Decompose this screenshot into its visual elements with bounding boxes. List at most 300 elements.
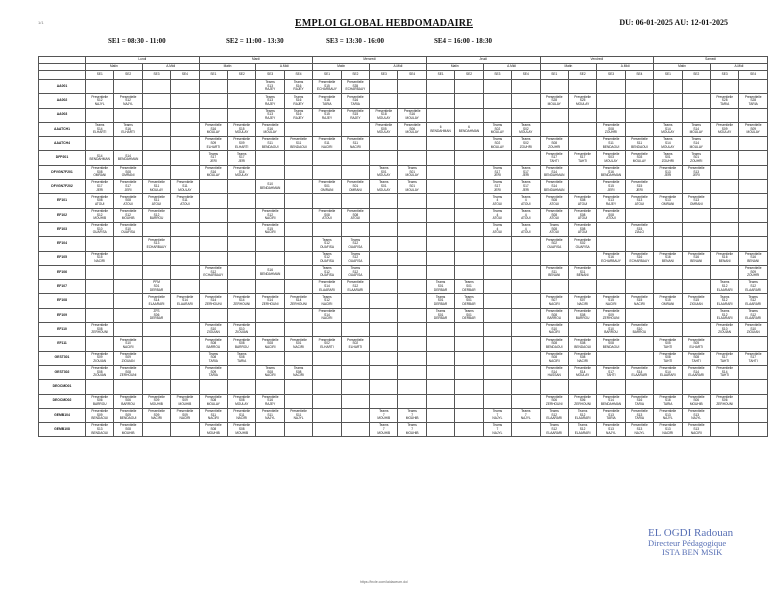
cell-trainer: JERI: [635, 187, 643, 192]
cell-trainer: NACIRI: [264, 216, 276, 221]
cell-mode: Presentielle: [261, 409, 279, 414]
cell-group: S09: [608, 312, 614, 317]
cell-group: 4: [524, 226, 527, 231]
cell-mode: Teams: [350, 237, 361, 242]
schedule-cell: [568, 265, 596, 279]
day-header-vendredi: Vendredi: [540, 57, 654, 64]
cell-trainer: OMRANI: [93, 173, 107, 178]
cell-trainer: MOULAY: [263, 130, 277, 135]
schedule-cell: [654, 265, 682, 279]
cell-group: S08: [551, 198, 558, 203]
schedule-cell: [568, 194, 596, 208]
schedule-cell: [682, 237, 710, 251]
cell-group: S08: [693, 355, 700, 360]
cell-group: S08: [551, 312, 558, 317]
page-title: EMPLOI GLOBAL HEBDOMADAIRE: [295, 18, 473, 29]
schedule-cell: [483, 251, 511, 265]
cell-trainer: NACIRI: [548, 301, 560, 306]
schedule-cell: [256, 308, 284, 322]
cell-group: S07: [579, 298, 586, 303]
schedule-cell: [512, 365, 540, 379]
schedule-cell: [86, 408, 114, 422]
schedule-cell: [654, 80, 682, 94]
schedule-cell: [682, 380, 710, 394]
cell-mode: Presentielle: [631, 394, 648, 399]
schedule-cell: [86, 265, 114, 279]
schedule-cell: [455, 194, 483, 208]
schedule-cell: [370, 237, 398, 251]
schedule-cell: [455, 222, 483, 236]
schedule-cell: [654, 237, 682, 251]
schedule-cell: [313, 351, 341, 365]
cell-mode: Teams: [322, 237, 332, 242]
schedule-cell: [682, 94, 710, 108]
cell-trainer: RAJEY: [265, 401, 276, 406]
slot-header-row: [39, 71, 768, 80]
schedule-cell: [739, 380, 768, 394]
slot-header-se1: SE1: [540, 71, 568, 80]
schedule-cell: [710, 108, 738, 122]
cell-trainer: DERBAR: [462, 316, 476, 321]
cell-mode: Teams: [265, 366, 275, 371]
cell-group: S08: [96, 198, 103, 203]
cell-trainer: NACIRI: [293, 344, 304, 349]
schedule-cell: [739, 237, 768, 251]
schedule-cell: [86, 122, 114, 136]
schedule-cell: [739, 394, 768, 408]
slot-header-se3: SE3: [256, 71, 284, 80]
cell-trainer: MOUHIB: [377, 416, 391, 421]
cell-trainer: OUAFISA: [348, 273, 363, 278]
schedule-cell: [739, 408, 768, 422]
table-row: [39, 323, 768, 337]
schedule-cell: [228, 208, 256, 222]
cell-group: S16: [636, 398, 643, 403]
cell-group: S12: [324, 255, 330, 260]
schedule-cell: [142, 108, 170, 122]
schedule-cell: [483, 337, 511, 351]
cell-group: S08: [125, 369, 131, 374]
cell-mode: Teams: [350, 266, 361, 271]
half-header-matin: Matin: [313, 64, 370, 71]
schedule-cell: [426, 122, 454, 136]
schedule-cell: [540, 380, 568, 394]
cell-mode: Presentielle: [574, 337, 591, 342]
schedule-cell: [654, 351, 682, 365]
cell-trainer: NACIRI: [321, 301, 333, 306]
schedule-cell: [455, 251, 483, 265]
cell-group: S16: [352, 98, 359, 103]
schedule-cell: [370, 408, 398, 422]
cell-mode: Teams: [521, 409, 531, 414]
cell-trainer: ELAARARI: [716, 316, 733, 321]
cell-trainer: MOULAY: [235, 401, 249, 406]
schedule-cell: [341, 380, 369, 394]
cell-group: S08: [210, 398, 217, 403]
cell-trainer: BENDAHMAN: [600, 401, 622, 406]
cell-trainer: OUAFISA: [348, 244, 363, 249]
cell-group: S13: [664, 169, 671, 174]
cell-group: S06: [551, 398, 558, 403]
cell-group: S02: [522, 141, 529, 146]
schedule-cell: [739, 351, 768, 365]
cell-mode: Presentielle: [318, 80, 336, 85]
schedule-cell: [654, 251, 682, 265]
cell-trainer: DERBAR: [462, 301, 476, 306]
cell-mode: Presentielle: [119, 94, 137, 99]
cell-trainer: TARIA: [208, 359, 218, 364]
schedule-cell: [426, 237, 454, 251]
stamp-name: EL OGDI Radouan: [648, 527, 734, 539]
schedule-cell: [284, 408, 312, 422]
schedule-cell: [597, 237, 625, 251]
room-label: EF108: [39, 294, 86, 308]
schedule-cell: [455, 237, 483, 251]
cell-trainer: BENDAHMAN: [430, 128, 451, 133]
schedule-cell: [86, 237, 114, 251]
cell-trainer: MOUHIB: [150, 401, 163, 406]
cell-trainer: ELHARTI: [689, 344, 703, 349]
cell-mode: Presentielle: [659, 351, 677, 356]
cell-trainer: ZIOUIAN: [689, 301, 703, 306]
schedule-cell: [483, 394, 511, 408]
cell-trainer: OUAFISA: [348, 259, 363, 263]
schedule-cell: [654, 122, 682, 136]
room-label: DFVGN7F201: [39, 165, 86, 179]
table-row: [39, 208, 768, 222]
cell-trainer: DERBAR: [433, 301, 448, 306]
schedule-cell: [597, 122, 625, 136]
cell-trainer: ATOUI: [549, 230, 559, 235]
cell-trainer: ZIOUIAN: [121, 359, 135, 364]
cell-trainer: RAJEY: [265, 101, 276, 106]
schedule-cell: [512, 394, 540, 408]
schedule-cell: [199, 280, 227, 294]
cell-trainer: TARIA: [663, 401, 673, 406]
day-header-mardi: Mardi: [199, 57, 313, 64]
cell-group: S15: [636, 226, 643, 231]
cell-mode: Teams: [549, 423, 559, 428]
cell-trainer: DERBAR: [149, 287, 164, 292]
cell-mode: Presentielle: [403, 123, 421, 128]
cell-trainer: MOUHIB: [121, 216, 135, 221]
schedule-cell: [654, 180, 682, 194]
cell-mode: Teams: [719, 309, 730, 313]
cell-group: S11: [579, 269, 586, 274]
schedule-cell: [86, 394, 114, 408]
cell-trainer: ATOUI: [492, 230, 503, 235]
schedule-table: [38, 56, 768, 437]
schedule-cell: [199, 323, 227, 337]
cell-group: S08: [579, 312, 586, 317]
schedule-cell: [512, 180, 540, 194]
cell-trainer: ZIOUIAN: [206, 330, 220, 335]
cell-group: S14: [238, 298, 245, 303]
schedule-cell: [341, 408, 369, 422]
schedule-cell: [682, 323, 710, 337]
schedule-cell: [455, 137, 483, 151]
cell-trainer: TARIA: [720, 101, 730, 106]
cell-mode: Presentielle: [687, 366, 705, 371]
schedule-cell: [682, 294, 710, 308]
schedule-cell: [483, 265, 511, 279]
cell-trainer: ELAARARI: [745, 301, 762, 306]
cell-mode: Presentielle: [545, 180, 563, 185]
cell-mode: Teams: [492, 194, 503, 199]
schedule-cell: [228, 408, 256, 422]
schedule-cell: [512, 294, 540, 308]
cell-mode: S14: [96, 153, 103, 158]
cell-trainer: OUAFISA: [319, 259, 334, 263]
cell-mode: Presentielle: [119, 166, 137, 171]
cell-trainer: ZERHOUNI: [602, 316, 620, 321]
schedule-cell: [739, 308, 768, 322]
cell-mode: Presentielle: [261, 208, 279, 213]
cell-group: S12: [352, 269, 359, 274]
cell-trainer: MOULAY: [377, 173, 391, 178]
schedule-cell: [370, 251, 398, 265]
schedule-cell: [284, 308, 312, 322]
cell-trainer: ELAARARI: [574, 416, 591, 421]
cell-trainer: TARIA: [748, 101, 758, 106]
schedule-cell: [86, 80, 114, 94]
schedule-cell: [142, 308, 170, 322]
cell-trainer: JERI: [238, 158, 246, 163]
cell-group: S13: [267, 98, 273, 103]
schedule-cell: [540, 94, 568, 108]
cell-group: S16: [750, 255, 756, 260]
schedule-cell: [739, 137, 768, 151]
cell-mode: Presentielle: [631, 409, 648, 414]
schedule-cell: [142, 80, 170, 94]
schedule-cell: [483, 294, 511, 308]
cell-mode: Teams: [521, 194, 531, 199]
cell-mode: PFM: [153, 280, 160, 285]
cell-trainer: NACIRI: [321, 316, 333, 321]
schedule-cell: [426, 80, 454, 94]
schedule-cell: [654, 337, 682, 351]
cell-mode: Teams: [464, 309, 474, 313]
cell-trainer: OUAFISA: [319, 244, 334, 249]
schedule-cell: [512, 222, 540, 236]
cell-trainer: ELAARARI: [347, 287, 364, 292]
cell-trainer: ELAARARI: [688, 373, 705, 378]
table-row: [39, 265, 768, 279]
schedule-cell: [86, 308, 114, 322]
cell-mode: Presentielle: [574, 351, 591, 356]
cell-group: S13: [96, 426, 103, 431]
schedule-cell: [568, 294, 596, 308]
schedule-cell: [398, 323, 426, 337]
schedule-cell: [228, 180, 256, 194]
cell-mode: Presentielle: [261, 123, 279, 128]
cell-group: S15: [324, 112, 330, 117]
schedule-cell: [540, 280, 568, 294]
cell-trainer: NACIRI: [179, 416, 191, 421]
schedule-cell: [370, 337, 398, 351]
cell-group: S17: [750, 355, 756, 360]
schedule-cell: [114, 122, 142, 136]
schedule-cell: [228, 80, 256, 94]
cell-group: S13: [153, 241, 160, 246]
schedule-cell: [654, 323, 682, 337]
schedule-cell: [313, 94, 341, 108]
slot-header-se2: SE2: [114, 71, 142, 80]
cell-mode: Presentielle: [119, 194, 137, 199]
schedule-cell: [228, 265, 256, 279]
schedule-cell: [512, 137, 540, 151]
cell-mode: Presentielle: [716, 94, 733, 99]
schedule-cell: [426, 308, 454, 322]
schedule-cell: [370, 108, 398, 122]
cell-mode: Presentielle: [687, 194, 705, 199]
schedule-cell: [199, 380, 227, 394]
schedule-cell: [597, 294, 625, 308]
cell-trainer: ECHARBAUY: [629, 259, 650, 263]
cell-group: S10: [721, 326, 728, 331]
cell-group: S12: [125, 212, 131, 217]
schedule-cell: [142, 151, 170, 165]
schedule-cell: [682, 280, 710, 294]
schedule-cell: [313, 251, 341, 265]
cell-trainer: OUAFISA: [121, 230, 136, 235]
cell-mode: Presentielle: [687, 337, 705, 342]
cell-group: S12: [210, 269, 217, 274]
schedule-cell: [284, 194, 312, 208]
cell-group: S14: [182, 298, 188, 303]
cell-mode: Teams: [492, 123, 503, 128]
schedule-cell: [540, 122, 568, 136]
schedule-cell: [739, 151, 768, 165]
cell-group: S01: [693, 155, 700, 160]
cell-trainer: ZIALO: [634, 230, 645, 235]
schedule-cell: [625, 208, 653, 222]
cell-mode: Teams: [435, 294, 446, 299]
cell-trainer: NACIRI: [690, 430, 702, 435]
schedule-cell: [455, 108, 483, 122]
cell-mode: Teams: [521, 223, 531, 228]
schedule-cell: [710, 365, 738, 379]
schedule-cell: [256, 151, 284, 165]
cell-trainer: OMRANI: [121, 173, 135, 178]
schedule-cell: [597, 208, 625, 222]
cell-group: S01: [380, 169, 387, 174]
cell-group: S08: [295, 369, 302, 374]
schedule-cell: [512, 151, 540, 165]
cell-trainer: ELAARARI: [148, 301, 165, 306]
cell-mode: Presentielle: [659, 394, 677, 399]
cell-mode: Presentielle: [545, 237, 563, 242]
cell-trainer: ECHARBAUY: [317, 87, 337, 92]
cell-trainer: BENANI: [661, 259, 674, 263]
cell-group: S01: [466, 284, 472, 288]
schedule-cell: [86, 108, 114, 122]
cell-mode: Teams: [549, 409, 559, 414]
cell-mode: Teams: [350, 251, 361, 256]
schedule-cell: [256, 380, 284, 394]
schedule-cell: [228, 394, 256, 408]
cell-mode: Presentielle: [602, 251, 620, 256]
slot-header-se3: SE3: [142, 71, 170, 80]
schedule-cell: [199, 394, 227, 408]
schedule-cell: [568, 208, 596, 222]
schedule-cell: [313, 151, 341, 165]
cell-trainer: ECHARBAUY: [601, 259, 621, 263]
cell-mode: Presentielle: [602, 409, 620, 414]
cell-mode: Presentielle: [91, 423, 109, 428]
room-label: DEOCMD01: [39, 380, 86, 394]
cell-mode: Presentielle: [659, 294, 677, 299]
schedule-cell: [114, 365, 142, 379]
cell-mode: Presentielle: [602, 394, 620, 399]
cell-trainer: MOULAY: [178, 187, 192, 192]
cell-group: S12: [324, 241, 330, 246]
schedule-cell: [654, 294, 682, 308]
cell-mode: Teams: [208, 351, 219, 356]
cell-group: S06: [96, 398, 103, 403]
cell-mode: Teams: [208, 151, 219, 156]
cell-mode: Presentielle: [318, 108, 336, 113]
cell-group: S02: [324, 341, 330, 346]
cell-mode: Presentielle: [205, 166, 222, 171]
cell-group: S08: [551, 341, 558, 346]
cell-trainer: NACIRI: [264, 373, 276, 378]
cell-group: S13: [693, 412, 700, 417]
cell-trainer: BENDAHMAN: [458, 128, 480, 133]
schedule-cell: [568, 237, 596, 251]
cell-trainer: ELAARARI: [659, 373, 676, 378]
cell-trainer: BENDAOUI: [290, 144, 307, 149]
cell-mode: Presentielle: [659, 366, 677, 371]
cell-trainer: ELHARTI: [320, 344, 334, 349]
slot-header-se4: SE4: [398, 71, 426, 80]
schedule-cell: [710, 351, 738, 365]
schedule-cell: [142, 265, 170, 279]
cell-trainer: RAJEY: [350, 116, 361, 121]
cell-group: S16: [295, 112, 302, 117]
cell-group: S14: [267, 298, 273, 303]
cell-trainer: ELHARTI: [348, 344, 363, 349]
half-header-apres-midi: A.Midi: [597, 64, 654, 71]
schedule-cell: [398, 308, 426, 322]
schedule-cell: [540, 151, 568, 165]
cell-group: S09: [125, 355, 131, 360]
cell-mode: Presentielle: [148, 409, 165, 414]
schedule-cell: [739, 423, 768, 437]
schedule-cell: [398, 337, 426, 351]
schedule-cell: [654, 208, 682, 222]
schedule-cell: [313, 137, 341, 151]
schedule-cell: [256, 122, 284, 136]
table-row: [39, 151, 768, 165]
table-row: [39, 423, 768, 437]
schedule-cell: [86, 94, 114, 108]
cell-mode: Presentielle: [716, 394, 733, 399]
cell-trainer: BENDAOUI: [602, 144, 620, 149]
cell-group: S17: [125, 183, 131, 188]
cell-mode: Teams: [521, 137, 531, 142]
schedule-cell: [284, 251, 312, 265]
schedule-cell: [455, 208, 483, 222]
schedule-cell: [682, 208, 710, 222]
schedule-cell: [426, 351, 454, 365]
schedule-cell: [398, 122, 426, 136]
cell-mode: Presentielle: [545, 137, 563, 142]
schedule-cell: [313, 237, 341, 251]
schedule-cell: [455, 351, 483, 365]
cell-trainer: NAJYL: [520, 416, 531, 421]
cell-trainer: NAJYL: [662, 416, 673, 421]
